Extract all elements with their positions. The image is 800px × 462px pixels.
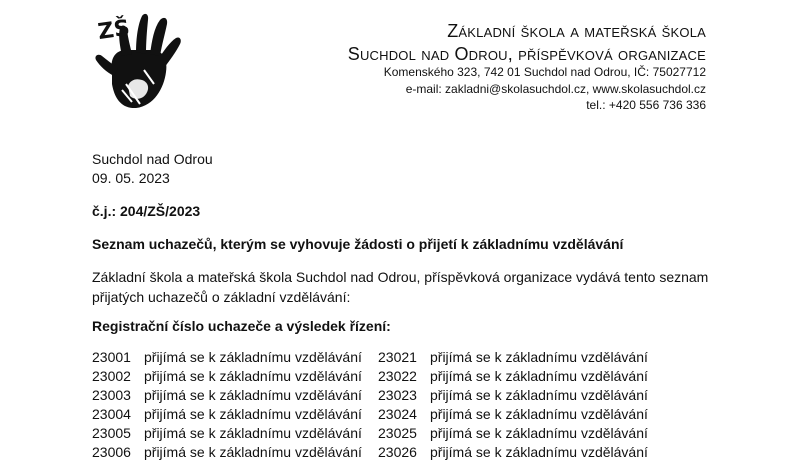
registration-number: 23004 <box>92 406 131 422</box>
results-subheading-text: Registrační číslo uchazeče a výsledek řízení: <box>92 318 391 334</box>
document-heading: Seznam uchazečů, kterým se vyhovuje žádosti o přijetí k základnímu vzdělávání <box>92 236 624 252</box>
school-name <box>348 20 706 66</box>
list-item <box>378 348 678 367</box>
school-phone: tel.: +420 556 736 336 <box>586 98 706 112</box>
result-text: přijímá se k základnímu vzdělávání <box>430 349 648 365</box>
reference-number: č.j.: 204/ZŠ/2023 <box>92 203 201 219</box>
registration-number: 23001 <box>92 349 131 365</box>
registration-number: 23021 <box>378 349 417 365</box>
list-item <box>92 348 392 367</box>
list-item <box>378 386 678 405</box>
intro-line2: přijatých uchazečů o základní vzdělávání: <box>92 289 351 305</box>
logo-lettering: ZŠ <box>96 15 132 46</box>
place-date <box>92 150 213 188</box>
registration-number: 23003 <box>92 387 131 403</box>
intro-line1: Základní škola a mateřská škola Suchdol nad Odrou, příspěvková organizace vydává tento seznam <box>92 269 709 285</box>
results-subheading <box>92 318 391 334</box>
letter-place: Suchdol nad Odrou <box>92 151 213 167</box>
registration-number: 23002 <box>92 368 131 384</box>
results-column-left <box>92 348 392 462</box>
results-column-right <box>378 348 678 462</box>
letter-date: 09. 05. 2023 <box>92 170 170 186</box>
registration-number: 23025 <box>378 425 417 441</box>
list-item <box>92 424 392 443</box>
list-item <box>378 424 678 443</box>
school-contacts <box>384 64 706 114</box>
registration-number: 23023 <box>378 387 417 403</box>
result-text: přijímá se k základnímu vzdělávání <box>144 387 362 403</box>
school-name-line1: Základní škola a mateřská škola <box>447 21 706 41</box>
registration-number: 23005 <box>92 425 131 441</box>
result-text: přijímá se k základnímu vzdělávání <box>144 444 362 460</box>
registration-number: 23022 <box>378 368 417 384</box>
result-text: přijímá se k základnímu vzdělávání <box>430 425 648 441</box>
result-text: přijímá se k základnímu vzdělávání <box>144 406 362 422</box>
result-text: přijímá se k základnímu vzdělávání <box>144 425 362 441</box>
result-text: přijímá se k základnímu vzdělávání <box>144 349 362 365</box>
list-item <box>92 405 392 424</box>
list-item <box>92 367 392 386</box>
registration-number: 23026 <box>378 444 417 460</box>
intro-paragraph <box>92 267 709 307</box>
school-email-web: e-mail: zakladni@skolasuchdol.cz, www.skolasuchdol.cz <box>405 81 706 96</box>
list-item <box>92 386 392 405</box>
registration-number: 23006 <box>92 444 131 460</box>
list-item <box>378 367 678 386</box>
list-item <box>378 443 678 462</box>
list-item <box>378 405 678 424</box>
school-name-line2: Suchdol nad Odrou, příspěvková organizace <box>347 44 706 64</box>
result-text: přijímá se k základnímu vzdělávání <box>430 406 648 422</box>
result-text: přijímá se k základnímu vzdělávání <box>430 368 648 384</box>
registration-number: 23024 <box>378 406 417 422</box>
result-text: přijímá se k základnímu vzdělávání <box>430 387 648 403</box>
list-item <box>92 443 392 462</box>
school-address: Komenského 323, 742 01 Suchdol nad Odrou, IČ: 75027712 <box>383 65 706 79</box>
result-text: přijímá se k základnímu vzdělávání <box>144 368 362 384</box>
result-text: přijímá se k základnímu vzdělávání <box>430 444 648 460</box>
